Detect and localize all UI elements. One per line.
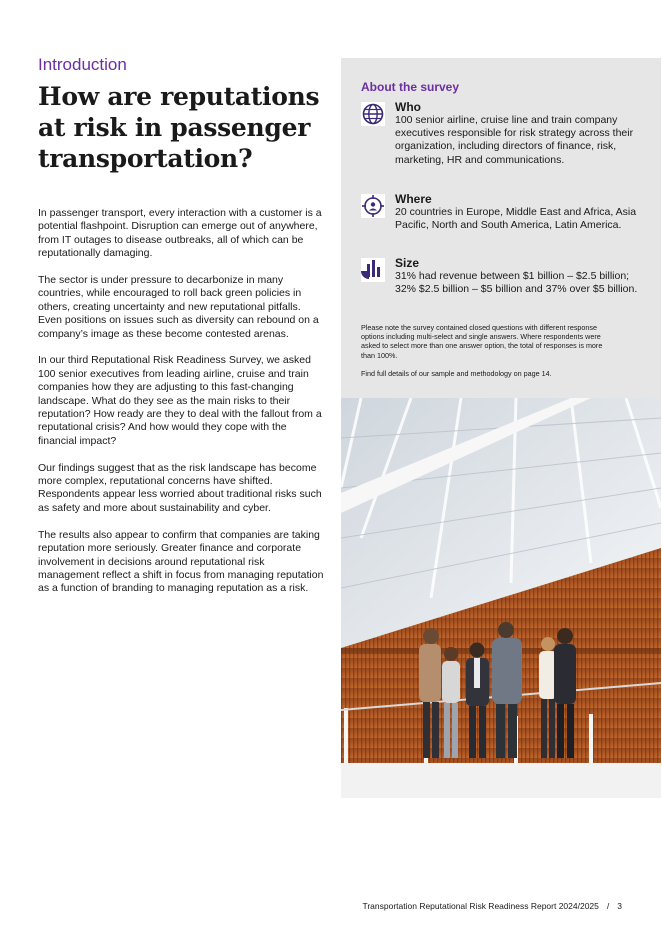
title-line: How are reputations	[38, 82, 320, 111]
page-footer	[362, 901, 622, 911]
atrium-people-image	[341, 398, 661, 798]
paragraph: The results also appear to confirm that companies are taking reputation more seriously. Greater finance and corporate involvement in decisions around reputational risk management reflect a shift in focus from managing reputation as a function of branding to managing reputation as a risk.	[38, 528, 324, 595]
globe-icon	[361, 102, 385, 126]
intro-section	[38, 55, 326, 174]
page-number: 3	[617, 901, 622, 911]
survey-item-text: 31% had revenue between $1 billion – $2.5 billion; 32% $2.5 billion – $5 billion and 37% over $5 billion.	[395, 270, 638, 296]
survey-item-heading: Who	[395, 100, 421, 114]
title-line: transportation?	[38, 144, 253, 173]
footer-separator: /	[606, 901, 610, 911]
survey-title: About the survey	[361, 80, 460, 94]
survey-item-heading: Size	[395, 256, 420, 270]
page-title	[38, 81, 326, 174]
note-text: Please note the survey contained closed questions with different response options including multi-select and single answers. Where respondents were asked to select more than one answer option, the total of responses is more than 100%.	[361, 323, 603, 360]
survey-item-heading: Where	[395, 192, 432, 206]
methodology-reference: Find full details of our sample and methodology on page 14.	[361, 368, 552, 378]
paragraph: Our findings suggest that as the risk landscape has become more complex, reputational concerns have shifted. Respondents appear less worried about traditional risks such as safety and more about sustainability and cyber.	[38, 461, 322, 514]
report-title: Transportation Reputational Risk Readiness Report 2024/2025	[362, 901, 599, 911]
location-target-icon	[361, 194, 385, 218]
executives-photo	[341, 398, 661, 798]
survey-item-text: 100 senior airline, cruise line and train company executives responsible for risk strategy across their organization, including directors of finance, risk, marketing, HR and communications.	[395, 114, 634, 166]
about-survey-panel	[341, 58, 661, 398]
title-line: at risk in passenger	[38, 113, 311, 142]
section-eyebrow: Introduction	[38, 55, 127, 74]
paragraph: In our third Reputational Risk Readiness Survey, we asked 100 senior executives from leading airline, cruise and train companies how they are adjusting to this fast-changing landscape. What do they see as the main risks to their reputation? How ready are they to deal with the fallout from a reputational crisis? And how would they cope with the financial impact?	[38, 354, 322, 447]
body-text	[38, 207, 326, 609]
survey-note	[361, 323, 611, 387]
bar-chart-icon	[361, 258, 385, 282]
paragraph: The sector is under pressure to decarbonize in many countries, while encouraged to roll back green policies in others, creating uncertainty and new reputational pitfalls. Even positions on issues such as diversity can rebound on a company’s image as these become contested arenas.	[38, 274, 319, 340]
survey-item-text: 20 countries in Europe, Middle East and Africa, Asia Pacific, North and South America, Latin America.	[395, 206, 637, 232]
paragraph: In passenger transport, every interaction with a customer is a potential flashpoint. Disruption can emerge out of anywhere, from IT outages to disease outbreaks, all of which can be reputationally damaging.	[38, 207, 322, 260]
